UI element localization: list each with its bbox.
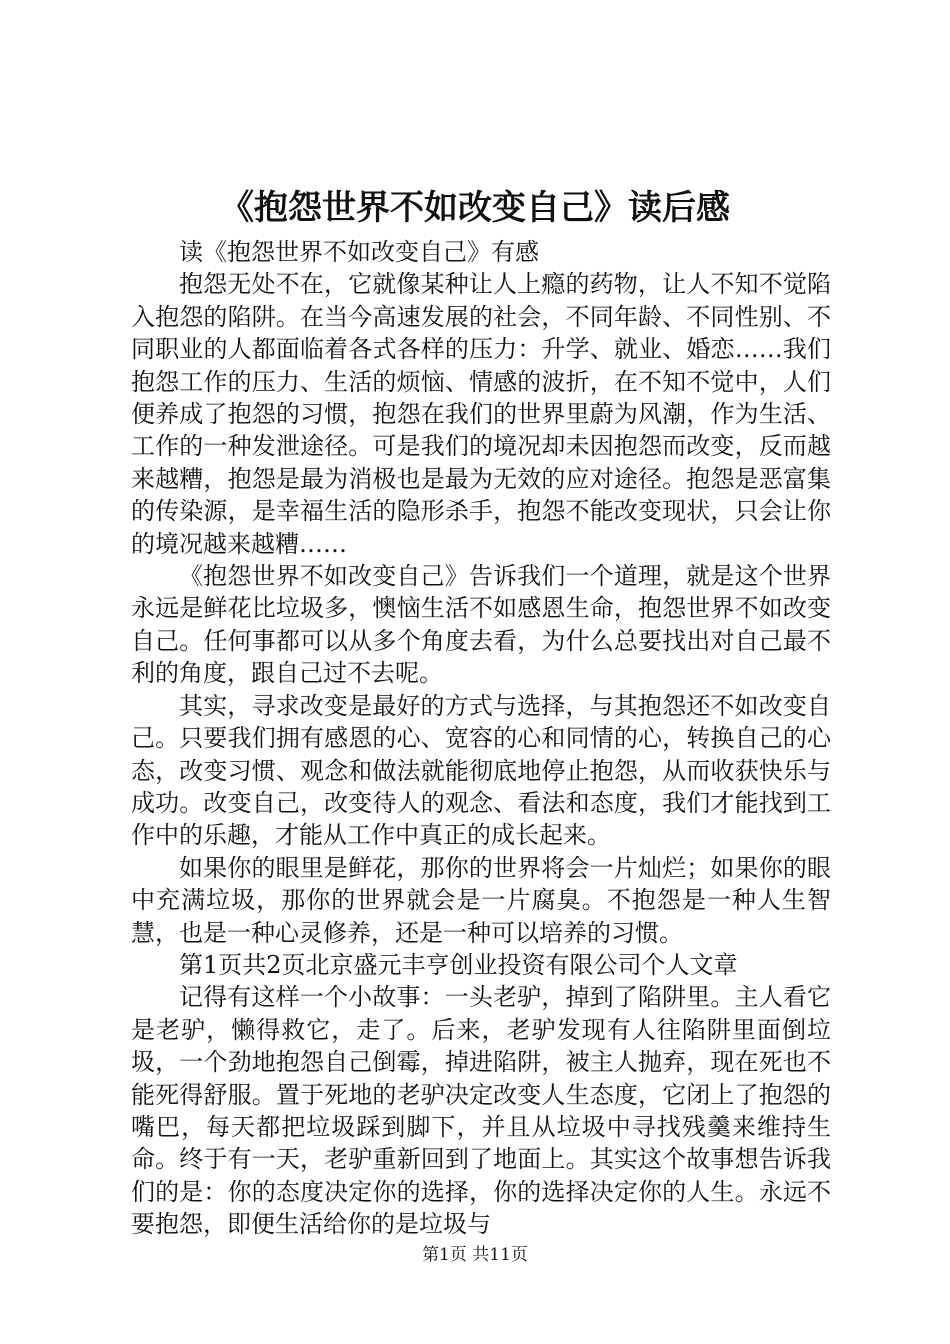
paragraph-page-marker: 第1页共2页北京盛元丰亨创业投资有限公司个人文章 bbox=[179, 950, 738, 979]
paragraph: 其实，寻求改变是最好的方式与选择，与其抱怨还不如改变自己。只要我们拥有感恩的心、宽容的心和同情的心，转换自己的心态，改变习惯、观念和做法就能彻底地停止抱怨，从而收获快乐与成功。改变自己，改变待人的观念、看法和态度，我们才能找到工作中的乐趣，才能从工作中真正的成长起来。 bbox=[131, 691, 831, 850]
document-title: 《抱怨世界不如改变自己》读后感 bbox=[220, 188, 730, 228]
paragraph: 如果你的眼里是鲜花，那你的世界将会一片灿烂；如果你的眼中充满垃圾，那你的世界就会是一片腐臭。不抱怨是一种人生智慧，也是一种心灵修养，还是一种可以培养的习惯。 bbox=[131, 853, 831, 947]
document-body bbox=[131, 236, 831, 1241]
paragraph: 《抱怨世界不如改变自己》告诉我们一个道理，就是这个世界永远是鲜花比垃圾多，懊恼生活不如感恩生命，抱怨世界不如改变自己。任何事都可以从多个角度去看，为什么总要找出对自己最不利的角度，跟自己过不去呢。 bbox=[131, 562, 831, 688]
paragraph: 抱怨无处不在，它就像某种让人上瘾的药物，让人不知不觉陷入抱怨的陷阱。在当今高速发展的社会，不同年龄、不同性别、不同职业的人都面临着各式各样的压力：升学、就业、婚恋……我们抱怨工作的压力、生活的烦恼、情感的波折，在不知不觉中，人们便养成了抱怨的习惯，抱怨在我们的世界里蔚为风潮，作为生活、工作的一种发泄途径。可是我们的境况却未因抱怨而改变，反而越来越糟，抱怨是最为消极也是最为无效的应对途径。抱怨是恶富集的传染源，是幸福生活的隐形杀手，抱怨不能改变现状，只会让你的境况越来越糟…… bbox=[131, 270, 831, 558]
paragraph-subtitle: 读《抱怨世界不如改变自己》有感 bbox=[179, 238, 539, 266]
paragraph: 记得有这样一个小故事：一头老驴，掉到了陷阱里。主人看它是老驴，懒得救它，走了。后来，老驴发现有人往陷阱里面倒垃圾，一个劲地抱怨自己倒霉，掉进陷阱，被主人抛弃，现在死也不能死得舒服。置于死地的老驴决定改变人生态度，它闭上了抱怨的嘴巴，每天都把垃圾踩到脚下，并且从垃圾中寻找残羹来维持生命。终于有一天，老驴重新回到了地面上。其实这个故事想告诉我们的是：你的态度决定你的选择，你的选择决定你的人生。永远不要抱怨，即便生活给你的是垃圾与 bbox=[131, 983, 831, 1239]
page-footer: 第1页 共11页 bbox=[422, 1245, 528, 1265]
